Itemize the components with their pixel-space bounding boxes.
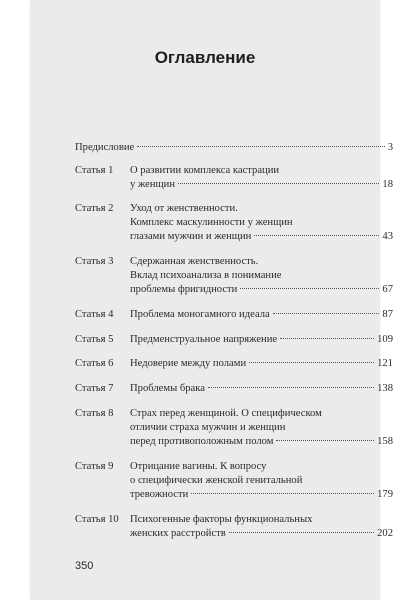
- toc-entry-title: [130, 164, 393, 192]
- toc-title-last-line: [130, 308, 393, 322]
- toc-entry: [75, 382, 393, 396]
- toc-entry: [75, 460, 393, 502]
- toc-entry: [75, 164, 393, 192]
- toc-title-line: у женщин: [130, 179, 175, 190]
- toc-entry-title: [130, 255, 393, 297]
- toc-entry-label: Статья 2: [75, 203, 114, 214]
- toc-title-last-line: [130, 488, 393, 502]
- toc-title-line: глазами мужчин и женщин: [130, 231, 252, 242]
- toc-entry: [75, 308, 393, 322]
- toc-title-line: перед противоположным полом: [130, 436, 274, 447]
- dot-leader: [240, 288, 379, 289]
- toc-entry-label: Статья 5: [75, 334, 114, 345]
- toc-entry-label: Статья 3: [75, 256, 114, 267]
- toc-title-line: Предменструальное напряжение: [130, 334, 278, 345]
- toc-page-number: 67: [382, 284, 393, 295]
- toc-entry-label: Статья 1: [75, 165, 114, 176]
- dot-leader: [276, 440, 374, 441]
- toc-entry-label: Статья 8: [75, 408, 114, 419]
- toc-title-line: Недоверие между полами: [130, 358, 247, 369]
- toc-page-number: 158: [377, 436, 393, 447]
- toc-title-line: Отрицание вагины. К вопросу: [130, 461, 267, 472]
- page-number: 350: [75, 560, 94, 572]
- toc-title-last-line: [75, 141, 393, 155]
- toc-entry-label: Статья 7: [75, 383, 114, 394]
- toc-page-number: 179: [377, 489, 393, 500]
- dot-leader: [208, 387, 374, 388]
- toc-title-line: Психогенные факторы функциональных: [130, 514, 313, 525]
- toc-page-number: 109: [377, 334, 393, 345]
- toc-entry-title: [130, 513, 393, 541]
- toc-title-line: Уход от женственности.: [130, 203, 238, 214]
- toc-entry-label: Статья 6: [75, 358, 114, 369]
- dot-leader: [273, 313, 380, 314]
- toc-title-last-line: [130, 382, 393, 396]
- page-title: Оглавление: [154, 48, 256, 67]
- toc-page-number: 18: [382, 179, 393, 190]
- toc-title-line: о специфически женской генитальной: [130, 475, 303, 486]
- toc-title-last-line: [130, 283, 393, 297]
- toc-title-last-line: [130, 357, 393, 371]
- dot-leader: [249, 362, 374, 363]
- toc-title-line: Страх перед женщиной. О специфическом: [130, 408, 322, 419]
- toc-entry: [75, 141, 393, 155]
- toc-page-number: 43: [382, 231, 393, 242]
- toc-page-number: 121: [377, 358, 393, 369]
- toc-entry: [75, 202, 393, 244]
- toc-title-line: Сдержанная женственность.: [130, 256, 259, 267]
- toc-entry-title: [130, 308, 393, 322]
- dot-leader: [280, 338, 374, 339]
- toc-page-number: 3: [387, 142, 393, 153]
- dot-leader: [229, 532, 374, 533]
- toc-title-line: отличии страха мужчин и женщин: [130, 422, 286, 433]
- toc-entry: [75, 357, 393, 371]
- toc-title-line: Комплекс маскулинности у женщин: [130, 217, 293, 228]
- book-page: [30, 0, 393, 600]
- toc-entry: [75, 255, 393, 297]
- toc-title-last-line: [130, 230, 393, 244]
- toc-title-last-line: [130, 435, 393, 449]
- toc-title-line: тревожности: [130, 489, 189, 500]
- toc-page-number: 202: [377, 528, 393, 539]
- toc-title-line: проблемы фригидности: [130, 284, 238, 295]
- toc-entry-title: [130, 382, 393, 396]
- toc-title-line: женских расстройств: [130, 528, 226, 539]
- toc-entry: [75, 513, 393, 541]
- toc-title-line: Вклад психоанализа в понимание: [130, 270, 282, 281]
- toc-entry-title: [130, 407, 393, 449]
- toc-entry: [75, 333, 393, 347]
- toc-title-line: Проблема моногамного идеала: [130, 309, 270, 320]
- toc-page-number: 87: [382, 309, 393, 320]
- toc-entry-title: [130, 357, 393, 371]
- dot-leader: [137, 146, 384, 147]
- toc-page-number: 138: [377, 383, 393, 394]
- toc-title-last-line: [130, 333, 393, 347]
- dot-leader: [191, 493, 374, 494]
- toc-title-line: Предисловие: [75, 142, 135, 153]
- toc-entry-title: [130, 460, 393, 502]
- toc-title-last-line: [130, 527, 393, 541]
- dot-leader: [178, 183, 379, 184]
- dot-leader: [254, 235, 379, 236]
- toc-title-line: О развитии комплекса кастрации: [130, 165, 280, 176]
- toc-entry-title: [130, 202, 393, 244]
- toc-entry-label: Статья 10: [75, 514, 119, 525]
- toc-entry-label: Статья 9: [75, 461, 114, 472]
- toc-title-line: Проблемы брака: [130, 383, 205, 394]
- toc-entry-title: [130, 333, 393, 347]
- toc-entry-label: Статья 4: [75, 309, 114, 320]
- toc-title-last-line: [130, 178, 393, 192]
- toc-entry-title: [75, 141, 393, 155]
- toc-entry: [75, 407, 393, 449]
